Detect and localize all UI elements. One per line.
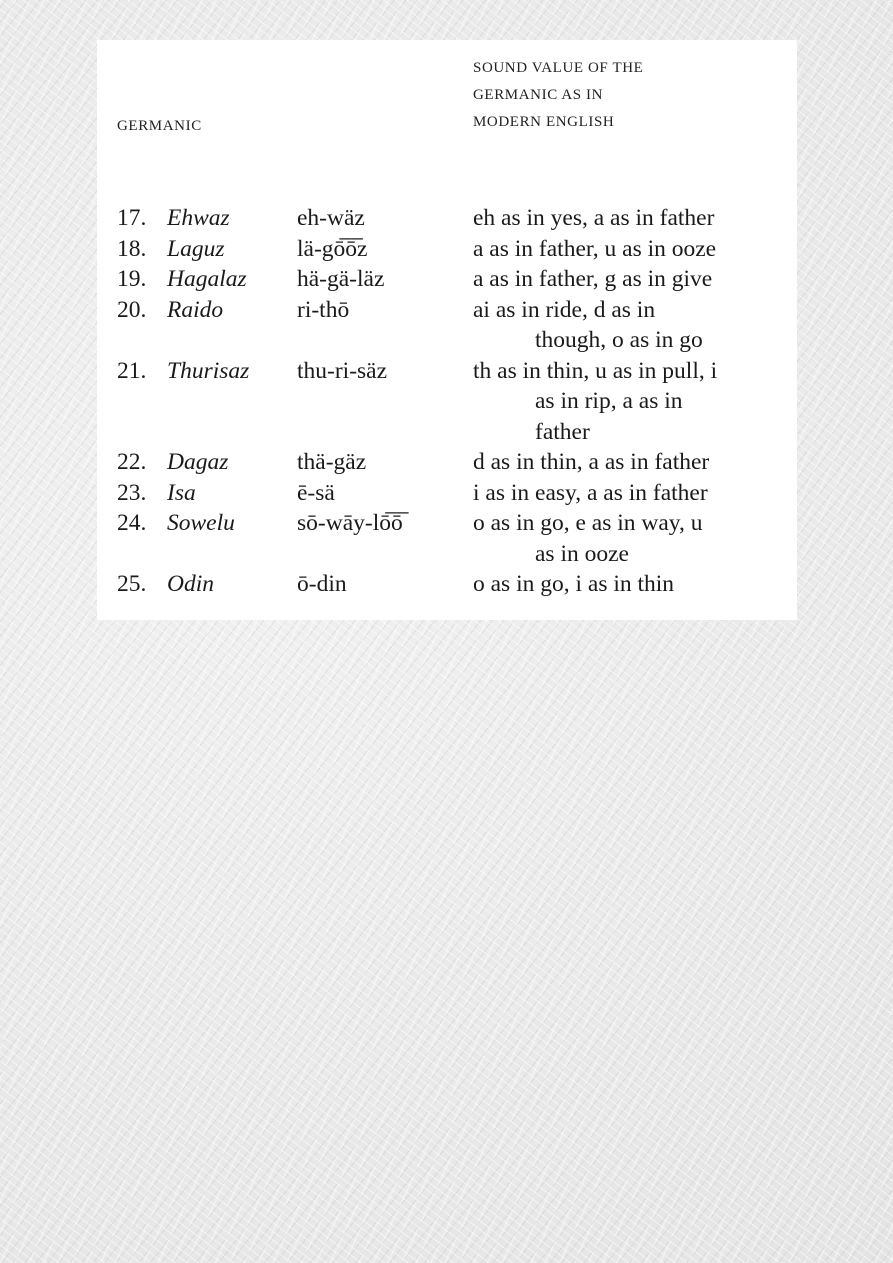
rune-pronunciation: thu-ri-säz: [297, 357, 388, 384]
sound-value: [473, 203, 783, 234]
column-header-germanic: GERMANIC: [117, 118, 202, 134]
row-number: 17.: [117, 205, 147, 231]
column-header-line: GERMANIC AS IN: [473, 87, 604, 103]
sound-value: [473, 264, 783, 295]
rune-name: Sowelu: [167, 510, 235, 536]
row-number: 21.: [117, 357, 147, 384]
table-row: [117, 569, 787, 600]
sound-line: a as in father, u as in ooze: [473, 235, 717, 262]
sound-line: o as in go, i as in thin: [473, 571, 675, 597]
row-number: 23.: [117, 479, 147, 506]
sound-value: [473, 569, 783, 600]
row-number: 18.: [117, 235, 147, 262]
rune-name: Isa: [167, 479, 196, 506]
sound-line: a as in father, g as in give: [473, 266, 713, 292]
sound-line: as in ooze: [535, 540, 629, 567]
sound-line: eh as in yes, a as in father: [473, 205, 715, 231]
row-number: 24.: [117, 510, 147, 536]
sound-line: father: [535, 418, 590, 445]
rune-name: Ehwaz: [167, 205, 230, 231]
table-row: [117, 295, 787, 356]
sound-line: th as in thin, u as in pull, i: [473, 357, 718, 384]
rune-pronunciation: lä-gō̅ō̅z: [297, 235, 368, 262]
rune-name: Dagaz: [167, 449, 229, 475]
table-row: [117, 478, 787, 509]
sound-line: o as in go, e as in way, u: [473, 510, 703, 536]
sound-line: ai as in ride, d as in: [473, 296, 656, 323]
sound-value: [473, 478, 783, 509]
table-row: [117, 234, 787, 265]
sound-line: as in rip, a as in: [535, 388, 683, 414]
rune-name: Raido: [167, 296, 224, 323]
rune-name: Laguz: [167, 235, 225, 262]
sound-line: i as in easy, a as in father: [473, 479, 708, 506]
sound-value: [473, 356, 783, 448]
rune-pronunciation: ē-sä: [297, 479, 335, 506]
sound-value: [473, 447, 783, 478]
rune-pronunciation: ri-thō: [297, 296, 350, 323]
rune-name: Odin: [167, 571, 214, 597]
row-number: 25.: [117, 571, 147, 597]
rune-pronunciation: eh-wäz: [297, 205, 365, 231]
sound-value: [473, 295, 783, 356]
rune-pronunciation: ō-din: [297, 571, 347, 597]
rune-pronunciation: hä-gä-läz: [297, 266, 385, 292]
rune-name: Hagalaz: [167, 266, 247, 292]
rune-pronunciation: thä-gäz: [297, 449, 367, 475]
table-row: [117, 447, 787, 478]
sound-line: d as in thin, a as in father: [473, 449, 710, 475]
rune-name: Thurisaz: [167, 357, 250, 384]
table-row: [117, 508, 787, 569]
table-row: [117, 264, 787, 295]
sound-value: [473, 508, 783, 569]
row-number: 20.: [117, 296, 147, 323]
column-header-line: MODERN ENGLISH: [473, 114, 615, 130]
row-number: 19.: [117, 266, 147, 292]
document-page: [97, 40, 797, 620]
sound-line: though, o as in go: [535, 327, 703, 353]
rune-table: [117, 203, 787, 600]
table-row: [117, 356, 787, 448]
table-row: [117, 203, 787, 234]
column-header-line: SOUND VALUE OF THE: [473, 60, 644, 76]
column-header-sound-value: [473, 55, 643, 136]
sound-value: [473, 234, 783, 265]
row-number: 22.: [117, 449, 147, 475]
rune-pronunciation: sō-wāy-lō̅ō̅: [297, 510, 403, 536]
